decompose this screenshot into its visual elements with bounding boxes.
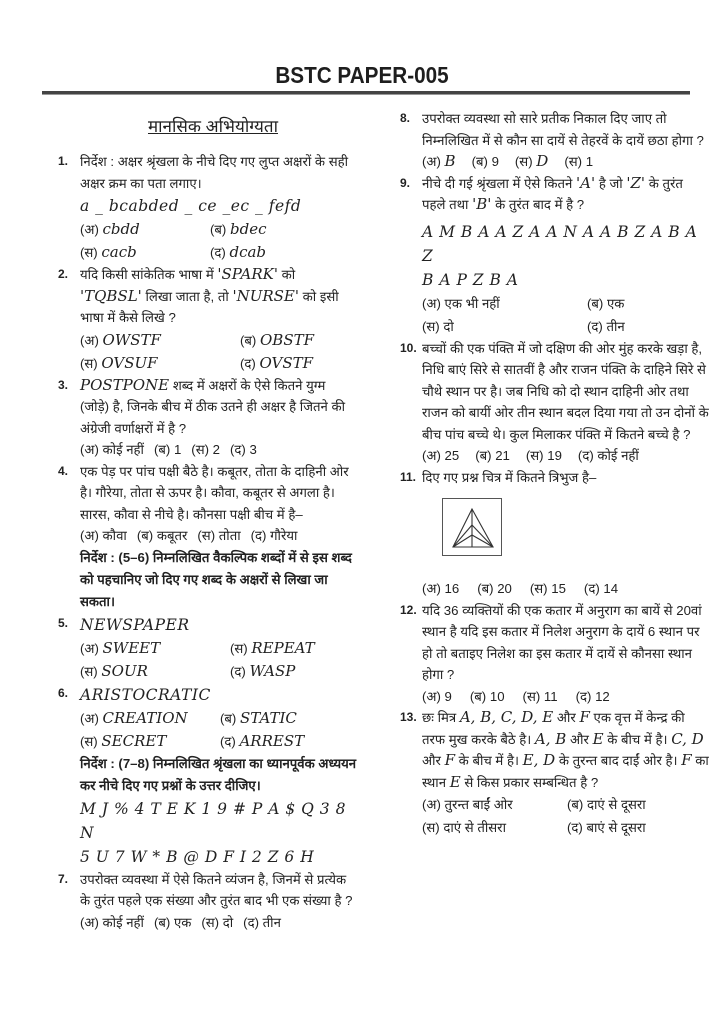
option-a[interactable] xyxy=(80,329,240,352)
option-value: कोई नहीं xyxy=(102,442,144,457)
option-d[interactable] xyxy=(243,912,281,934)
option-d[interactable] xyxy=(587,315,710,338)
text-part: और xyxy=(556,710,576,725)
text-part: छः मित्र xyxy=(422,710,457,725)
option-value: कबूतर xyxy=(156,528,188,543)
text-part: को xyxy=(281,267,296,282)
math-term: F xyxy=(579,708,590,726)
option-label: (द) xyxy=(243,914,259,930)
option-label: (द) xyxy=(567,820,583,835)
option-label: (स) xyxy=(80,355,98,371)
option-value: B xyxy=(444,152,456,170)
math-term: C, D xyxy=(671,729,704,748)
option-a[interactable] xyxy=(422,292,587,315)
option-label: (स) xyxy=(80,733,98,749)
question-number: 12. xyxy=(400,602,417,617)
option-value: 1 xyxy=(585,154,594,169)
option-b[interactable] xyxy=(230,637,358,660)
option-value: 11 xyxy=(543,688,558,704)
text-part: नीचे दी गई श्रृंखला में ऐसे कितने xyxy=(422,175,573,191)
question-text xyxy=(80,375,358,440)
option-value: 16 xyxy=(444,581,460,596)
option-value: 2 xyxy=(212,442,221,457)
question-9 xyxy=(400,173,710,338)
option-label: (अ) xyxy=(80,332,99,348)
option-b[interactable] xyxy=(137,525,188,547)
option-d[interactable] xyxy=(576,686,610,708)
option-label: (द) xyxy=(240,355,256,371)
option-value: bdec xyxy=(230,220,267,238)
option-label: (अ) xyxy=(422,295,441,311)
text-part: को इसी भाषा में कैसे लिखे ? xyxy=(80,288,339,325)
options xyxy=(80,707,358,753)
option-label: (ब) xyxy=(153,914,171,930)
options xyxy=(80,637,358,683)
letter-series: a _ bcabded _ ce _ec _ fefd xyxy=(80,197,302,215)
option-label: (द) xyxy=(230,442,246,457)
letter: 'B' xyxy=(472,195,492,213)
option-label: (स) xyxy=(230,640,248,656)
keyword: ARISTOCRATIC xyxy=(80,685,211,704)
option-c[interactable] xyxy=(201,912,233,934)
option-b[interactable] xyxy=(210,218,358,241)
option-value: एक भी नहीं xyxy=(444,295,500,311)
question-11 xyxy=(400,467,710,600)
option-c[interactable] xyxy=(523,686,558,708)
option-value: तुरन्त बाईं ओर xyxy=(444,797,513,812)
series-line-2: 5 U 7 W * B @ D F I 2 Z 6 H xyxy=(80,847,315,866)
directive-7-8: निर्देश : (7–8) निम्नलिखित श्रृंखला का ध्यानपूर्वक अध्ययन कर नीचे दिए गए प्रश्नों के उत्तर दीजिए। xyxy=(80,755,357,793)
option-label: (ब) xyxy=(136,528,154,543)
option-c[interactable] xyxy=(422,315,587,338)
option-b[interactable] xyxy=(154,912,191,934)
option-label: (अ) xyxy=(80,914,99,930)
option-b[interactable] xyxy=(470,686,505,708)
option-value: STATIC xyxy=(240,708,297,727)
option-value: WASP xyxy=(249,661,296,680)
series-line-1: A M B A A Z A A N A A B Z A B A Z xyxy=(422,222,698,265)
question-number: 10. xyxy=(400,340,417,355)
option-label: (अ) xyxy=(422,448,441,463)
section-title: मानसिक अभियोग्यता xyxy=(147,117,278,136)
question-7 xyxy=(58,869,358,934)
option-value: CREATION xyxy=(102,708,188,727)
question-text: बच्चों की एक पंक्ति में जो दक्षिण की ओर मुंह करके खड़ा है, निधि बाएं सिरे से सातवीं है और राजन पंक्ति के दाहिने सिरे से चौथे स्थान पर है। जब निधि को दो स्थान दाहिनी ओर तथा राजन को बायीं ओर तीन स्थान बदल दिया गया तो उन दोनों के बीच पांच बच्चे थे। कुल मिलाकर पंक्ति में कितने बच्चे है ? xyxy=(422,340,709,442)
question-12 xyxy=(400,600,710,708)
option-label: (द) xyxy=(210,245,226,260)
directive-5-6: निर्देश : (5–6) निम्नलिखित वैकल्पिक शब्दों में से इस शब्द को पहचानिए जो दिए गए शब्द के अक्षरों से लिखा जा सकता। xyxy=(80,549,352,609)
option-label: (स) xyxy=(422,318,440,334)
option-a[interactable] xyxy=(422,578,459,600)
option-b[interactable] xyxy=(475,445,510,467)
option-value: OBSTF xyxy=(260,330,315,349)
option-label: (स) xyxy=(197,528,216,543)
option-value: SECRET xyxy=(101,731,167,750)
question-number: 11. xyxy=(400,469,417,484)
series-line-2: B A P Z B A xyxy=(422,270,519,289)
question-number: 8. xyxy=(400,111,411,125)
option-label: (स) xyxy=(80,245,98,260)
question-text: यदि 36 व्यक्तियों की एक कतार में अनुराग का बायें से 20वां स्थान है यदि इस कतार में निलेश अनुराग के दायें 6 स्थान पर हो तो बताइए निलेश का इस कतार में दायें से कौनसा स्थान होगा ? xyxy=(422,602,702,682)
symbol-series xyxy=(58,797,358,869)
code-word: 'TQBSL' xyxy=(80,286,142,305)
keyword: NEWSPAPER xyxy=(80,615,190,634)
text-part: के बीच में है। xyxy=(458,753,519,768)
option-c[interactable] xyxy=(80,241,210,264)
question-text xyxy=(422,707,710,793)
options xyxy=(422,578,710,600)
option-label: (अ) xyxy=(80,640,99,656)
option-value: 9 xyxy=(444,688,452,704)
option-d[interactable] xyxy=(584,578,618,600)
option-label: (अ) xyxy=(80,442,99,457)
option-label: (स) xyxy=(422,820,440,835)
option-d[interactable] xyxy=(564,151,593,173)
option-value: गौरेया xyxy=(270,528,298,543)
question-text: एक पेड़ पर पांच पक्षी बैठे है। कबूतर, तोता के दाहिनी ओर है। गौरेया, तोता से ऊपर है। कौवा, कबूतर से अगला है। सारस, कौवा से नीचे है। कौनसा पक्षी बीच में है– xyxy=(80,463,349,522)
question-5 xyxy=(58,613,358,683)
option-label: (ब) xyxy=(567,797,584,812)
option-c[interactable] xyxy=(80,730,220,753)
text-part: लिखा जाता है, तो xyxy=(145,288,229,304)
right-column xyxy=(400,108,710,839)
letter: 'A' xyxy=(576,173,596,192)
option-label: (द) xyxy=(575,688,592,704)
option-label: (ब) xyxy=(471,154,488,169)
text-part: है जो xyxy=(598,175,623,191)
math-term: F xyxy=(681,751,692,769)
option-c[interactable] xyxy=(191,439,220,461)
option-label: (स) xyxy=(514,154,533,169)
question-text: उपरोक्त व्यवस्था सो सारे प्रतीक निकाल दिए जाए तो निम्नलिखित में से कौन सा दायें से तेहरवें के दायें छठा होगा ? xyxy=(422,111,704,148)
option-label: (ब) xyxy=(475,448,492,463)
option-a[interactable] xyxy=(422,793,567,816)
text-part: के तुरंत बाद में है ? xyxy=(495,197,585,212)
header-rule xyxy=(42,91,690,95)
text-part: यदि किसी सांकेतिक भाषा में xyxy=(80,267,214,282)
question-2 xyxy=(58,264,358,375)
option-value: दो xyxy=(443,318,454,334)
option-d[interactable] xyxy=(578,445,639,467)
options xyxy=(80,525,358,547)
math-term: E xyxy=(449,772,461,791)
option-c[interactable] xyxy=(526,445,562,467)
text-part: और xyxy=(422,753,441,768)
option-value: 15 xyxy=(551,581,566,596)
text-part: के तुरन्त बाद दाईं ओर है। xyxy=(558,753,678,768)
option-b[interactable] xyxy=(477,578,512,600)
question-number: 7. xyxy=(58,871,69,886)
option-value: 25 xyxy=(444,448,460,463)
keyword: POSTPONE xyxy=(80,375,170,394)
code-word: 'NURSE' xyxy=(232,286,299,305)
option-label: (ब) xyxy=(240,332,257,348)
option-label: (द) xyxy=(220,733,236,749)
option-value: cacb xyxy=(101,243,137,261)
math-term: E, D xyxy=(522,751,556,769)
math-term: E xyxy=(592,729,604,748)
option-label: (अ) xyxy=(80,710,99,726)
option-d[interactable] xyxy=(251,525,298,547)
option-a[interactable] xyxy=(80,912,144,934)
option-label: (स) xyxy=(529,581,548,596)
option-a[interactable] xyxy=(422,686,452,708)
option-value: cbdd xyxy=(102,220,140,238)
question-number: 13. xyxy=(400,710,417,724)
question-text: उपरोक्त व्यवस्था में ऐसे कितने व्यंजन है, जिनमें से प्रत्येक के तुरंत पहले एक संख्या और तुरंत बाद भी एक संख्या है ? xyxy=(80,871,353,908)
left-column xyxy=(58,108,358,933)
option-value: 12 xyxy=(595,688,610,704)
letter: 'Z' xyxy=(626,173,646,192)
option-label: (अ) xyxy=(422,688,441,704)
option-label: (द) xyxy=(230,663,246,679)
question-6 xyxy=(58,683,358,753)
option-label: (अ) xyxy=(422,154,441,169)
options xyxy=(422,151,710,173)
text-part: के बीच में है। xyxy=(607,731,668,747)
options xyxy=(422,793,710,839)
option-label: (ब) xyxy=(587,295,604,311)
option-value: 1 xyxy=(173,442,182,457)
option-value: ARREST xyxy=(239,731,305,750)
text-part: से किस प्रकार सम्बन्धित है ? xyxy=(464,774,599,790)
option-label: (स) xyxy=(201,914,220,930)
text-part: और xyxy=(570,731,589,747)
option-value: दाएं से तीसरा xyxy=(443,820,506,835)
question-text: दिए गए प्रश्न चित्र में कितने त्रिभुज है– xyxy=(422,469,597,485)
option-label: (ब) xyxy=(153,442,171,457)
option-value: तीन xyxy=(606,318,625,334)
option-value: OVSTF xyxy=(259,353,314,372)
option-a[interactable] xyxy=(80,218,210,241)
option-label: (द) xyxy=(577,448,594,463)
option-b[interactable] xyxy=(154,439,181,461)
option-label: (स) xyxy=(564,154,583,169)
option-c[interactable] xyxy=(80,660,230,683)
question-text: निर्देश : अक्षर श्रृंखला के नीचे दिए गए लुप्त अक्षरों के सही अक्षर क्रम का पता लगाए। xyxy=(80,154,349,191)
option-value: 10 xyxy=(489,688,505,704)
question-number: 6. xyxy=(58,685,69,700)
text-part: के तुरंत पहले तथा xyxy=(422,175,683,212)
question-4 xyxy=(58,461,358,547)
option-c[interactable] xyxy=(422,816,567,839)
option-value: कोई नहीं xyxy=(102,914,144,930)
option-b[interactable] xyxy=(472,151,499,173)
option-value: 3 xyxy=(249,442,257,457)
option-label: (ब) xyxy=(220,710,237,726)
options xyxy=(422,686,710,708)
option-label: (स) xyxy=(522,688,541,704)
option-value: 19 xyxy=(547,448,562,463)
option-b[interactable] xyxy=(587,292,710,315)
option-c[interactable] xyxy=(80,352,240,375)
question-3 xyxy=(58,375,358,461)
triangle-figure xyxy=(442,498,502,556)
math-term: F xyxy=(444,751,455,769)
option-value: 14 xyxy=(603,581,619,596)
options xyxy=(80,912,358,934)
option-value: dcab xyxy=(229,243,267,261)
question-number: 1. xyxy=(58,154,69,168)
option-label: (स) xyxy=(191,442,209,457)
option-d[interactable] xyxy=(210,241,358,264)
math-term: A, B, C, D, E xyxy=(459,708,554,726)
option-d[interactable] xyxy=(240,352,358,375)
question-10 xyxy=(400,338,710,467)
option-value: OVSUF xyxy=(101,353,158,372)
options xyxy=(80,439,358,461)
option-value: D xyxy=(536,152,549,170)
option-value: दाएं से दूसरा xyxy=(587,797,646,812)
question-number: 3. xyxy=(58,377,69,392)
option-a[interactable] xyxy=(422,151,456,173)
option-a[interactable] xyxy=(80,525,127,547)
question-1 xyxy=(58,151,358,264)
math-term: A, B xyxy=(534,729,567,748)
option-b[interactable] xyxy=(240,329,358,352)
text-part: एक वृत्त में केन्द्र की तरफ मुख करके बैठे है। xyxy=(422,710,685,747)
options xyxy=(422,292,710,338)
option-label: (ब) xyxy=(210,222,227,237)
option-a[interactable] xyxy=(80,439,144,461)
option-label: (स) xyxy=(80,663,98,679)
option-value: 20 xyxy=(497,581,512,596)
option-c[interactable] xyxy=(515,151,548,173)
option-label: (अ) xyxy=(422,581,441,596)
option-b[interactable] xyxy=(220,707,358,730)
option-value: बाएं से दूसरा xyxy=(586,820,646,835)
option-label: (अ) xyxy=(80,528,99,543)
question-13 xyxy=(400,707,710,839)
text-part: का स्थान xyxy=(422,753,709,790)
page-title: BSTC PAPER-005 xyxy=(275,62,449,88)
option-value: कौवा xyxy=(102,528,127,543)
option-value: कोई नहीं xyxy=(597,448,639,463)
option-a[interactable] xyxy=(80,707,220,730)
code-word: 'SPARK' xyxy=(217,265,278,283)
option-a[interactable] xyxy=(422,445,459,467)
question-number: 4. xyxy=(58,463,69,478)
option-value: 9 xyxy=(491,154,499,169)
option-d[interactable] xyxy=(220,730,358,753)
triangle-diagram xyxy=(443,499,501,555)
option-value: SWEET xyxy=(102,638,161,657)
options xyxy=(80,329,358,375)
option-value: 21 xyxy=(495,448,510,463)
question-text xyxy=(80,264,358,329)
option-c[interactable] xyxy=(197,525,240,547)
options xyxy=(422,445,710,467)
option-value: तीन xyxy=(262,914,281,930)
option-value: एक xyxy=(173,914,192,930)
option-label: (अ) xyxy=(80,222,99,237)
option-label: (द) xyxy=(250,528,267,543)
option-d[interactable] xyxy=(230,439,257,461)
option-label: (अ) xyxy=(422,797,441,812)
option-value: एक xyxy=(607,295,625,311)
option-label: (स) xyxy=(525,448,544,463)
option-label: (ब) xyxy=(477,581,494,596)
question-text xyxy=(422,173,710,216)
option-value: REPEAT xyxy=(251,638,315,657)
question-8 xyxy=(400,108,710,173)
question-number: 5. xyxy=(58,615,69,630)
option-value: दो xyxy=(222,914,234,930)
option-value: OWSTF xyxy=(102,330,161,349)
question-number: 9. xyxy=(400,175,411,190)
option-value: तोता xyxy=(218,528,241,543)
option-value: SOUR xyxy=(101,661,148,680)
question-number: 2. xyxy=(58,267,69,281)
option-label: (द) xyxy=(583,581,600,596)
option-a[interactable] xyxy=(80,637,230,660)
series-line-1: M J % 4 T E K 1 9 # P A $ Q 3 8 N xyxy=(80,799,346,842)
option-label: (द) xyxy=(587,318,603,334)
option-c[interactable] xyxy=(530,578,566,600)
options xyxy=(80,218,358,264)
option-d[interactable] xyxy=(567,816,710,839)
option-d[interactable] xyxy=(230,660,358,683)
option-label: (ब) xyxy=(469,688,487,704)
text-part: शब्द में अक्षरों के ऐसे कितने युग्म (जोड़े) है, जिनके बीच में ठीक उतने ही अक्षर है जितने की अंग्रेजी वर्णाक्षरों में है ? xyxy=(80,377,346,436)
option-b[interactable] xyxy=(567,793,710,816)
